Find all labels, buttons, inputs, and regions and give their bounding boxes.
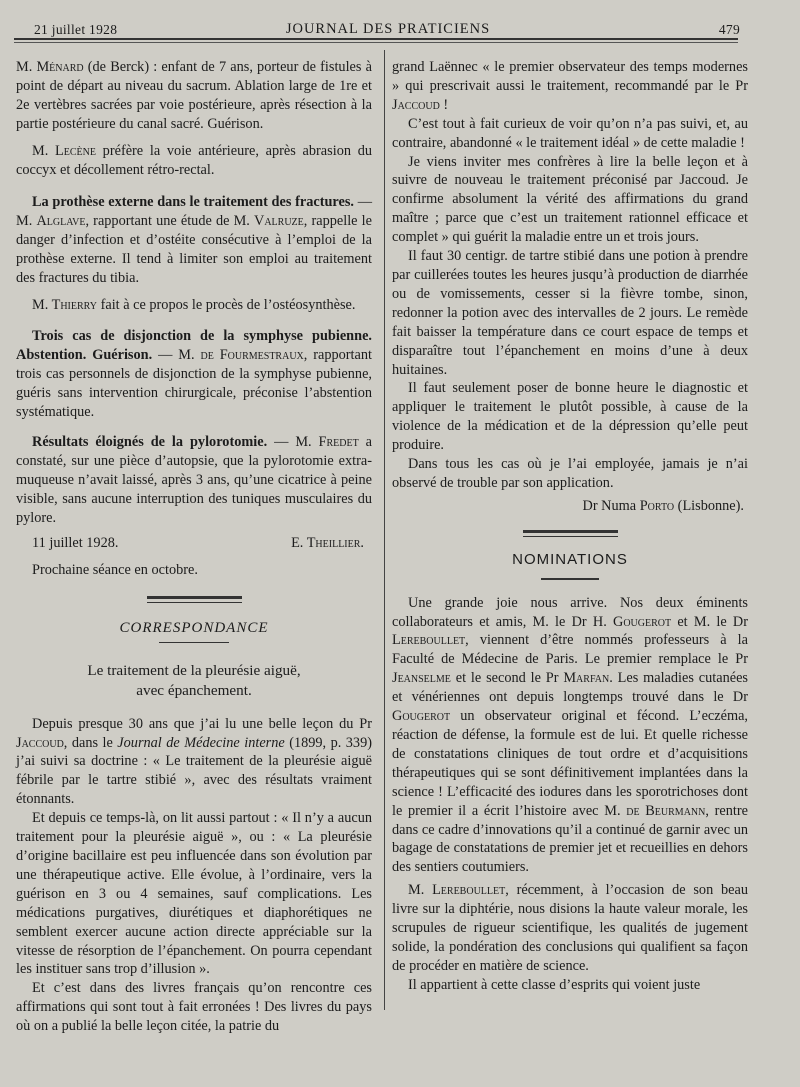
- correspondance-paragraph: Et c’est dans des livres français qu’on rencontre ces affirmations qui sont tout à fait erronées ! Des livres du pays où on a publié la belle leçon citée, la patrie du: [16, 980, 372, 1035]
- correspondance-paragraph: Il faut 30 centigr. de tartre stibié dans une potion à prendre par cuillerées toutes les heures jusqu’à production de diarrhée ou de vomissements, cesser si la fièvre tombe, sinon, redonner la potion avec des intervalles de 2 jours. Le remède fait baisser la température dans ce court espace de temps et disparaître tout l’épanchement en moins d’une à deux huitaines.: [392, 248, 748, 378]
- article-title: [16, 661, 372, 701]
- author-name: Gougerot: [392, 708, 451, 725]
- paragraph-text: , rapportant une étude de M.: [85, 213, 255, 230]
- correspondance-paragraph: C’est tout à fait curieux de voir qu’on n’a pas suivi, et, au contraire, abandonné « le traitement idéal » de cette maladie !: [392, 115, 748, 151]
- correspondance-paragraph: Dans tous les cas où je l’ai employée, jamais je n’ai observé de trouble par son application.: [392, 456, 748, 491]
- nominations-paragraph: [392, 594, 748, 878]
- letter-signature: [392, 497, 748, 516]
- paragraph-text: (de Berck) : enfant de 7 ans, porteur de fistules à point de départ au niveau du sacrum. Ablation large de 1re et 2e vertèbres sacrées par voie postérieure, après résection à la partie postérieure du canal sacré. Guérison.: [16, 59, 372, 132]
- paragraph-text: Depuis presque 30 ans que j’ai lu une belle leçon du Pr: [32, 715, 372, 732]
- paragraph-text: , récemment, à l’occasion de son beau livre sur la diphtérie, nous disions la haute valeur morale, les scrupules de rigueur scientifique, les qualités de jugement solide, la pondération des conclusions qui qualifient sa façon de procéder en matière de science.: [392, 882, 748, 974]
- paragraph-text: — M.: [267, 434, 319, 451]
- section-title-correspondance: CORRESPONDANCE: [119, 619, 269, 636]
- nominations-paragraph: [392, 881, 748, 976]
- journal-title: JOURNAL DES PRATICIENS: [285, 21, 491, 37]
- author-name: de Beurmann: [626, 802, 706, 819]
- subheading: Résultats éloignés de la pylorotomie.: [32, 434, 268, 451]
- author-name: Jeanselme: [392, 670, 451, 687]
- paragraph-text: . Les maladies cutanées et vénériennes ont depuis longtemps trouvé dans le Dr: [392, 670, 748, 706]
- next-session: Prochaine séance en octobre.: [32, 561, 198, 578]
- paragraph-text: et le second le Pr: [450, 670, 564, 687]
- author-name: M. Lecène: [32, 142, 96, 159]
- paragraph-text: (1899, p. 339) j’ai suivi sa doctrine : « Le traitement de la pleurésie aiguë fébrile par le tartre stibié », avec des résultats vraiment étonnants.: [16, 734, 372, 808]
- nominations-paragraph: Il appartient à cette classe d’esprits qui voient juste: [408, 976, 701, 993]
- author-name: M. Ménard: [16, 59, 84, 75]
- correspondance-paragraph: Je viens inviter mes confrères à lire la belle leçon et à suivre de nouveau le traitement préconisé par Jaccoud. Je confirme absolument la vérité des affirmations du grand maître ; parce que c’est un traitement rationnel efficace et complet » qui guérit la maladie entre un et trois jours.: [392, 153, 748, 246]
- section-separator: [147, 596, 242, 599]
- section-separator-thin: [147, 602, 242, 603]
- section-title-rule: [541, 578, 599, 580]
- author-name: Lereboullet: [392, 632, 466, 649]
- paragraph-symphyse: [16, 327, 372, 422]
- paragraph-text: , rentre dans ce cadre d’innovations qu’il a continué de garnir avec un bagage de constatations de premier jet et recueillies en dehors des sentiers coutumiers.: [392, 802, 748, 876]
- paragraph-text: préfère la voie antérieure, après abrasion du coccyx et décollement rétro-rectal.: [16, 142, 373, 178]
- paragraph-text: !: [439, 96, 449, 113]
- author-name: de Fourmestraux: [200, 346, 304, 363]
- paragraph-text: , rapportant trois cas personnels de disjonction de la symphyse pubienne, guéris sans intervention chirurgicale, préconise l’abstention systématique.: [16, 346, 372, 420]
- paragraph-pylorotomie: [16, 433, 372, 528]
- correspondance-paragraph: Et depuis ce temps-là, on lit aussi partout : « Il n’y a aucun traitement pour la pleurésie aiguë », ou : « La pleurésie d’origine bacillaire est peu influencée dans son évolution par une thérapeutique active. Elle évolue, à l’ordinaire, vers la guérison en 3 ou 4 semaines, sauf complications. Les médications purgatives, diurétiques et diaphorétiques ne semblent exercer aucune action directe appréciable sur la vitesse de résorption de l’épanchement. On pourra cependant les instituer sans trop d’illusion ».: [16, 810, 372, 978]
- paragraph-text: — M.: [152, 346, 201, 363]
- right-column: [392, 58, 748, 995]
- subheading: Trois cas de disjonction de la symphyse pubienne. Abstention. Guérison.: [16, 327, 372, 363]
- section-title-nominations: NOMINATIONS: [512, 550, 628, 568]
- column-divider: [384, 50, 385, 1010]
- journal-reference: Journal de Médecine interne: [117, 734, 285, 751]
- paragraph-menard: [16, 58, 372, 134]
- author-name: Valruze: [254, 213, 304, 230]
- author-name: Jaccoud: [392, 96, 440, 113]
- paragraph-prothese: [16, 193, 372, 288]
- article-title-line: Le traitement de la pleurésie aiguë,: [87, 661, 301, 679]
- paragraph-lecene: [16, 142, 372, 180]
- paragraph-text: — M.: [16, 194, 372, 230]
- running-header: [28, 18, 748, 40]
- paragraph-text: fait à ce propos le procès de l’ostéosynthèse.: [97, 296, 356, 313]
- author-name: M. Thierry: [32, 296, 98, 313]
- signature-text: Dr Numa: [582, 497, 640, 514]
- author-name: Alglave: [36, 213, 86, 230]
- article-title-line: avec épanchement.: [136, 681, 252, 699]
- correspondance-paragraph: Il faut seulement poser de bonne heure le diagnostic et appliquer le traitement le plutôt possible, à cause de la violence de la médication et de la dépression qu’elle peut produire.: [392, 380, 748, 454]
- header-rule: [14, 38, 738, 40]
- author-name: M. Lereboullet: [408, 882, 506, 899]
- left-column: [16, 58, 372, 1036]
- paragraph-thierry: [16, 296, 372, 315]
- section-title-rule: [159, 642, 229, 643]
- correspondance-paragraph: [392, 58, 748, 115]
- paragraph-text: , viennent d’être nommés professeurs à la Faculté de Médecine de Paris. Le premier remplace le Pr: [392, 632, 748, 668]
- author-name: H. Gougerot: [592, 613, 672, 630]
- report-signature: E. Theillier.: [291, 534, 364, 551]
- paragraph-text: , rappelle le danger d’infection et d’ostéite consécutive à l’emploi de la prothèse externe. Il tend à limiter son emploi au traitement des fractures du tibia.: [16, 213, 372, 287]
- section-separator: [523, 530, 618, 533]
- author-name: Porto: [639, 497, 675, 514]
- author-name: Fredet: [318, 434, 359, 451]
- header-date: 21 juillet 1928: [34, 22, 118, 37]
- correspondance-paragraph: [16, 715, 372, 810]
- signature-text: (Lisbonne).: [674, 497, 744, 514]
- section-separator-thin: [523, 536, 618, 537]
- author-name: Marfan: [563, 670, 610, 687]
- report-dateline: [16, 534, 372, 553]
- paragraph-text: Une grande joie nous arrive. Nos deux éminents collaborateurs et amis, M. le Dr: [392, 594, 748, 630]
- paragraph-text: et M. le Dr: [671, 613, 748, 630]
- paragraph-text: a constaté, sur une pièce d’autopsie, que la pylorotomie extra-muqueuse n’avait laissé, après 3 ans, qu’une cicatrice à peine visible, sans aucune interruption des tuniques musculaires du pylore.: [16, 434, 372, 527]
- paragraph-text: un observateur original et fécond. L’eczéma, réaction de défense, la formule est de lui. Et quelle richesse de constatations cliniques de tout ordre et d’acquisitions thérapeutiques qui se sont définitivement implantées dans la science ! L’efficacité des iodures dans les sporotrichoses dont le premier il a écrit l’histoire avec M.: [392, 708, 748, 819]
- paragraph-text: grand Laënnec « le premier observateur des temps modernes » qui prescrivait aussi le traitement, recommandé par le Pr: [392, 59, 748, 94]
- author-name: Jaccoud: [16, 734, 64, 751]
- paragraph-text: , dans le: [63, 734, 118, 751]
- report-date: 11 juillet 1928.: [32, 534, 119, 551]
- header-rule-thin: [14, 42, 738, 43]
- subheading: La prothèse externe dans le traitement des fractures.: [32, 194, 354, 211]
- page-number: 479: [718, 22, 740, 37]
